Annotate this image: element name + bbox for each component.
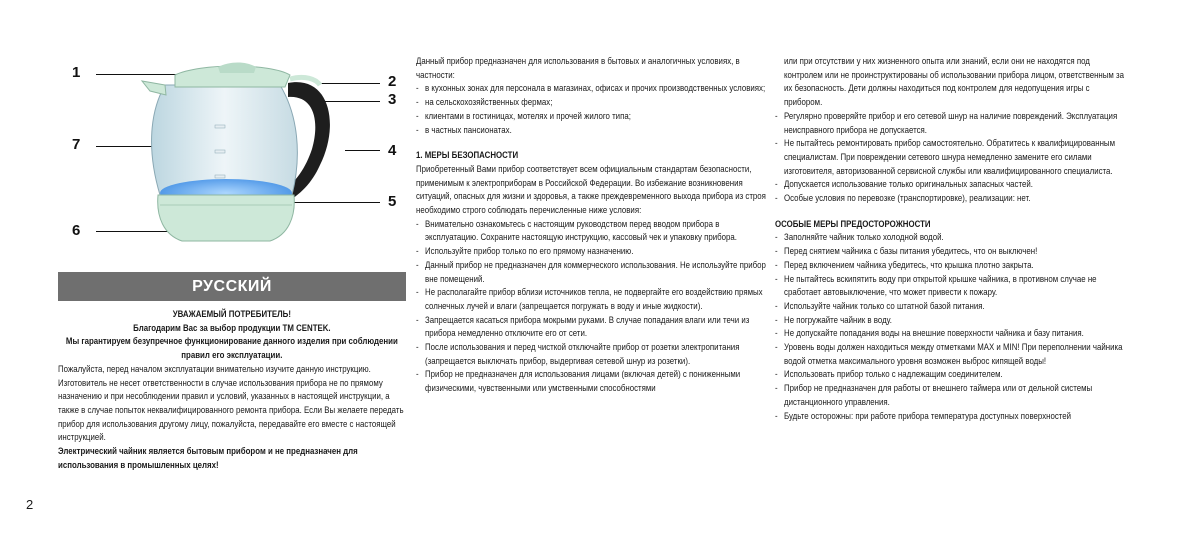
scale-mark [215,150,225,153]
callout-1: 1 [72,64,81,81]
list-item: - на сельскохозяйственных фермах; [416,96,769,110]
list-item: - Не погружайте чайник в воду. [775,314,1129,328]
callout-2: 2 [388,73,397,90]
scale-mark [215,125,225,128]
callout-5: 5 [388,193,397,210]
continuation-text: или при отсутствии у них жизненного опыта или знаний, если они не находятся под контролем или не проинструктированы об использовании прибора лицом, ответственным за их безопасность. Дети должны находиться под контролем для недопущения игры с прибором. [784,56,1124,109]
list-item: - Используйте прибор только по его прямому назначению. [416,245,769,259]
callout-4: 4 [388,142,397,159]
language-banner: РУССКИЙ [58,272,406,301]
thanks-text: Благодарим Вас за выбор продукции ТМ CENTEK. [133,322,331,334]
list-item: - клиентами в гостиницах, мотелях и прочей жилого типа; [416,110,769,124]
list-item: - Заполняйте чайник только холодной водой. [775,231,1129,245]
list-item: - Допускается использование только оригинальных запасных частей. [775,178,1129,192]
lid-button [218,63,256,74]
list-item: - Используйте чайник только со штатной базой питания. [775,300,1129,314]
kettle-base [158,195,295,241]
special-precautions-heading: ОСОБЫЕ МЕРЫ ПРЕДОСТОРОЖНОСТИ [775,218,931,230]
intro-column [58,308,406,472]
special-precautions-list [775,231,1129,423]
intro-body: Пожалуйста, перед началом эксплуатации внимательно изучите данную инструкцию. Изготовитель не несет ответственности в случае использования прибора не по прямому назначению и при несоблюдении правил и условий, указанных в настоящей инструкции, а также в случае попыток неквалифицированного ремонта прибора. Если Вы желаете передать прибор для использования другому лицу, пожалуйста, передавайте его вместе с настоящей инструкцией. [58,363,404,444]
safety-heading: 1. МЕРЫ БЕЗОПАСНОСТИ [416,150,519,162]
list-item: - Перед снятием чайника с базы питания убедитесь, что он выключен! [775,245,1129,259]
list-item: - Регулярно проверяйте прибор и его сетевой шнур на наличие повреждений. Эксплуатация неисправного прибора не допускается. [775,110,1129,137]
callout-6: 6 [72,222,81,239]
greeting: УВАЖАЕМЫЙ ПОТРЕБИТЕЛЬ! [172,309,291,320]
safety-list [416,218,769,396]
list-item: - Уровень воды должен находиться между отметками MAX и MIN! При переполнении чайника водой отметка максимального уровня возможен выброс кипящей воды! [775,341,1129,368]
safety-intro: Приобретенный Вами прибор соответствует всем официальным стандартам безопасности, применимым к электроприборам в Российской Федерации. Во избежание возникновения ситуаций, опасных для жизни и здоровья, а также преждевременного выхода прибора из строя необходимо строго соблюдать перечисленные ниже условия: [416,163,766,217]
kettle-illustration [120,45,350,250]
list-item: - Будьте осторожны: при работе прибора температура доступных поверхностей [775,410,1129,424]
callout-7: 7 [72,136,81,153]
list-item: - Не допускайте попадания воды на внешние поверхности чайника и базу питания. [775,327,1129,341]
list-item: - Перед включением чайника убедитесь, что крышка плотно закрыта. [775,259,1129,273]
safety-column [416,55,769,396]
list-item: - Прибор не предназначен для работы от внешнего таймера или от дельной системы дистанционного управления. [775,382,1129,409]
industrial-warning: Электрический чайник является бытовым прибором и не предназначен для использования в промышленных целях! [58,446,358,471]
purpose-text: Данный прибор предназначен для использования в бытовых и аналогичных условиях, в частности: [416,56,740,81]
kettle-glass-body [152,85,298,195]
page-number: 2 [26,497,34,512]
list-item: - Особые условия по перевозке (транспортировке), реализации: нет. [775,192,1129,206]
list-item: - Не пытайтесь вскипятить воду при открытой крышке чайника, в противном случае не сработает автовыключение, что может привести к пожару. [775,273,1129,300]
list-item: - Данный прибор не предназначен для коммерческого использования. Не используйте прибор вне помещений. [416,259,769,286]
list-item: - Внимательно ознакомьтесь с настоящим руководством перед вводом прибора в эксплуатацию. Сохраните настоящую инструкцию, кассовый чек и упаковку прибора. [416,218,769,245]
purpose-list [416,82,769,137]
list-item: - Прибор не предназначен для использования лицами (включая детей) с пониженными физическими, чувственными или умственными способностями [416,368,769,395]
list-item: - Не пытайтесь ремонтировать прибор самостоятельно. Обратитесь к квалифицированным специалистам. При повреждении сетевого шнура немедленно замените его силами изготовителя, авторизованной сервисной службы или квалифицированного специалиста. [775,137,1129,178]
list-item: - в кухонных зонах для персонала в магазинах, офисах и прочих производственных условиях; [416,82,769,96]
safety-list-continued [775,110,1129,206]
list-item: - После использования и перед чисткой отключайте прибор от розетки электропитания (запрещается выключать прибор, выдергивая сетевой шнур из розетки). [416,341,769,368]
precautions-column [775,55,1129,423]
guarantee-text: Мы гарантируем безупречное функционирование данного изделия при соблюдении правил его эксплуатации. [65,336,398,362]
kettle-spout [142,81,166,95]
scale-mark [215,175,225,178]
callout-3: 3 [388,91,397,108]
list-item: - Использовать прибор только с надлежащим соединителем. [775,368,1129,382]
leader-line-4 [345,150,380,151]
list-item: - Не располагайте прибор вблизи источников тепла, не подвергайте его воздействию прямых солнечных лучей и влаги (запрещается погружать в воду и иные жидкости). [416,286,769,313]
list-item: - в частных пансионатах. [416,124,769,138]
list-item: - Запрещается касаться прибора мокрыми руками. В случае попадания влаги или течи из прибора немедленно отключите его от сети. [416,314,769,341]
